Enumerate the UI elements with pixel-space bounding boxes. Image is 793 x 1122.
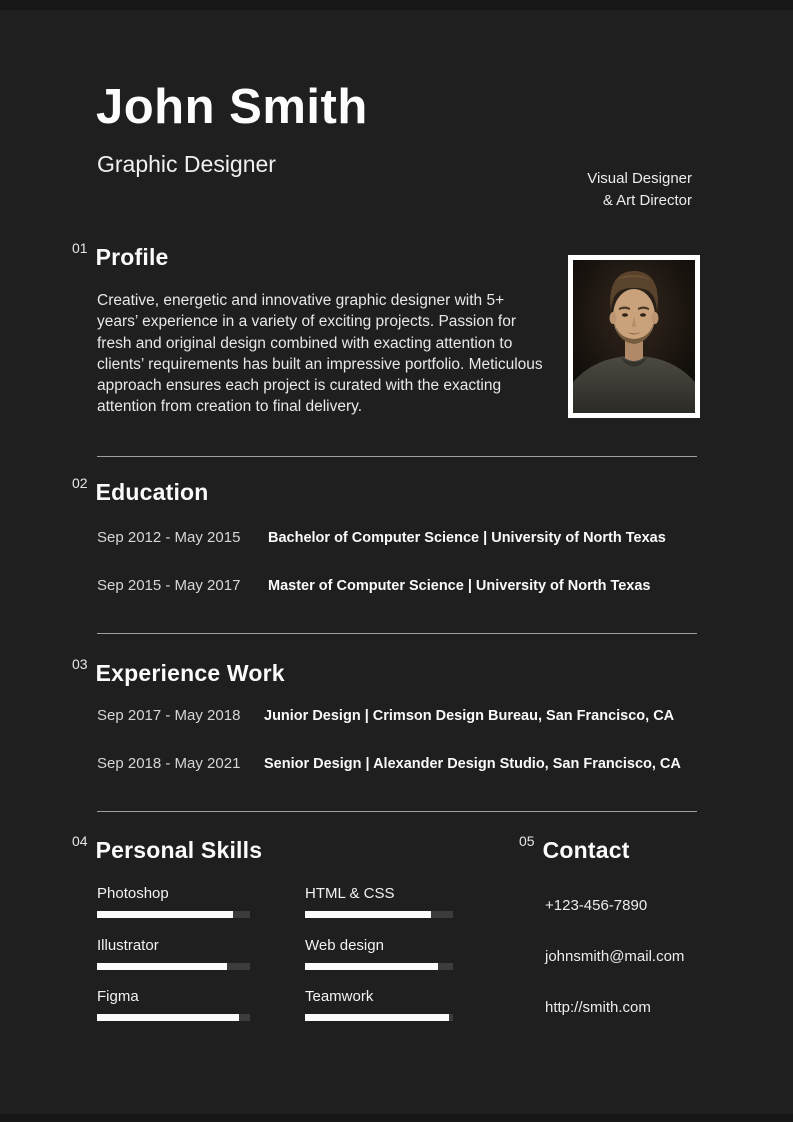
- skills-section-number: 04: [72, 833, 88, 849]
- contact-section-number: 05: [519, 833, 535, 849]
- skill-bar-fill: [97, 911, 233, 918]
- portrait-illustration: [573, 260, 695, 413]
- skill-bar-fill: [305, 911, 431, 918]
- skill-bar-track: [305, 1014, 453, 1021]
- skill-teamwork: [305, 988, 453, 1021]
- tagline-line-1: Visual Designer: [587, 170, 692, 187]
- skill-web-design: [305, 937, 453, 970]
- divider: [97, 633, 697, 634]
- education-row: [97, 529, 666, 546]
- profile-section-heading: [72, 240, 169, 271]
- education-detail: Master of Computer Science | University of North Texas: [268, 578, 651, 594]
- skill-bar-fill: [305, 963, 438, 970]
- experience-section-heading: [72, 656, 285, 687]
- tagline-line-2: & Art Director: [602, 191, 692, 209]
- skill-illustrator: [97, 937, 250, 970]
- skills-section-heading: [72, 833, 263, 864]
- divider: [97, 456, 697, 457]
- skills-section-title: Personal Skills: [95, 837, 263, 863]
- education-row: [97, 577, 651, 594]
- tagline: [587, 168, 692, 211]
- experience-detail: Junior Design | Crimson Design Bureau, San Francisco, CA: [264, 708, 675, 724]
- skill-label: Figma: [97, 988, 139, 1005]
- education-date: Sep 2012 - May 2015: [97, 529, 241, 546]
- skill-label: Illustrator: [97, 937, 159, 954]
- profile-photo: [568, 255, 700, 418]
- skill-label: Web design: [305, 937, 384, 954]
- contact-email[interactable]: johnsmith@mail.com: [545, 948, 685, 965]
- skill-label: HTML & CSS: [305, 885, 395, 902]
- profile-summary: Creative, energetic and innovative graphic designer with 5+ years’ experience in a variety of exciting projects. Passion for fresh and original design combined with exacting attention to clients’ requirements has built an impressive portfolio. Meticulous approach ensures each project is curated with the exacting attention from creation to final delivery.: [97, 292, 543, 416]
- skill-figma: [97, 988, 250, 1021]
- experience-section-title: Experience Work: [95, 660, 285, 686]
- experience-date: Sep 2018 - May 2021: [97, 755, 241, 772]
- skill-bar-track: [305, 911, 453, 918]
- contact-section-title: Contact: [542, 837, 630, 863]
- education-detail: Bachelor of Computer Science | University of North Texas: [268, 530, 666, 546]
- education-date: Sep 2015 - May 2017: [97, 577, 241, 594]
- experience-detail: Senior Design | Alexander Design Studio, San Francisco, CA: [264, 756, 681, 772]
- skill-html-css: [305, 885, 453, 918]
- contact-phone[interactable]: +123-456-7890: [545, 897, 648, 914]
- profile-section-number: 01: [72, 240, 88, 256]
- skill-label: Teamwork: [305, 988, 374, 1005]
- education-section-heading: [72, 475, 209, 506]
- experience-row: [97, 755, 681, 772]
- name-heading: John Smith: [96, 80, 368, 134]
- skill-bar-track: [97, 963, 250, 970]
- skill-photoshop: [97, 885, 250, 918]
- skill-bar-fill: [305, 1014, 449, 1021]
- profile-section-title: Profile: [95, 244, 169, 270]
- divider: [97, 811, 697, 812]
- experience-section-number: 03: [72, 656, 88, 672]
- job-title: Graphic Designer: [97, 151, 276, 177]
- skill-bar-fill: [97, 963, 227, 970]
- experience-row: [97, 707, 674, 724]
- education-section-title: Education: [95, 479, 209, 505]
- education-section-number: 02: [72, 475, 88, 491]
- experience-date: Sep 2017 - May 2018: [97, 707, 241, 724]
- skill-bar-track: [97, 1014, 250, 1021]
- contact-website[interactable]: http://smith.com: [545, 999, 651, 1016]
- skill-bar-track: [305, 963, 453, 970]
- skill-bar-track: [97, 911, 250, 918]
- skill-bar-fill: [97, 1014, 239, 1021]
- skill-label: Photoshop: [97, 885, 169, 902]
- contact-section-heading: [519, 833, 630, 864]
